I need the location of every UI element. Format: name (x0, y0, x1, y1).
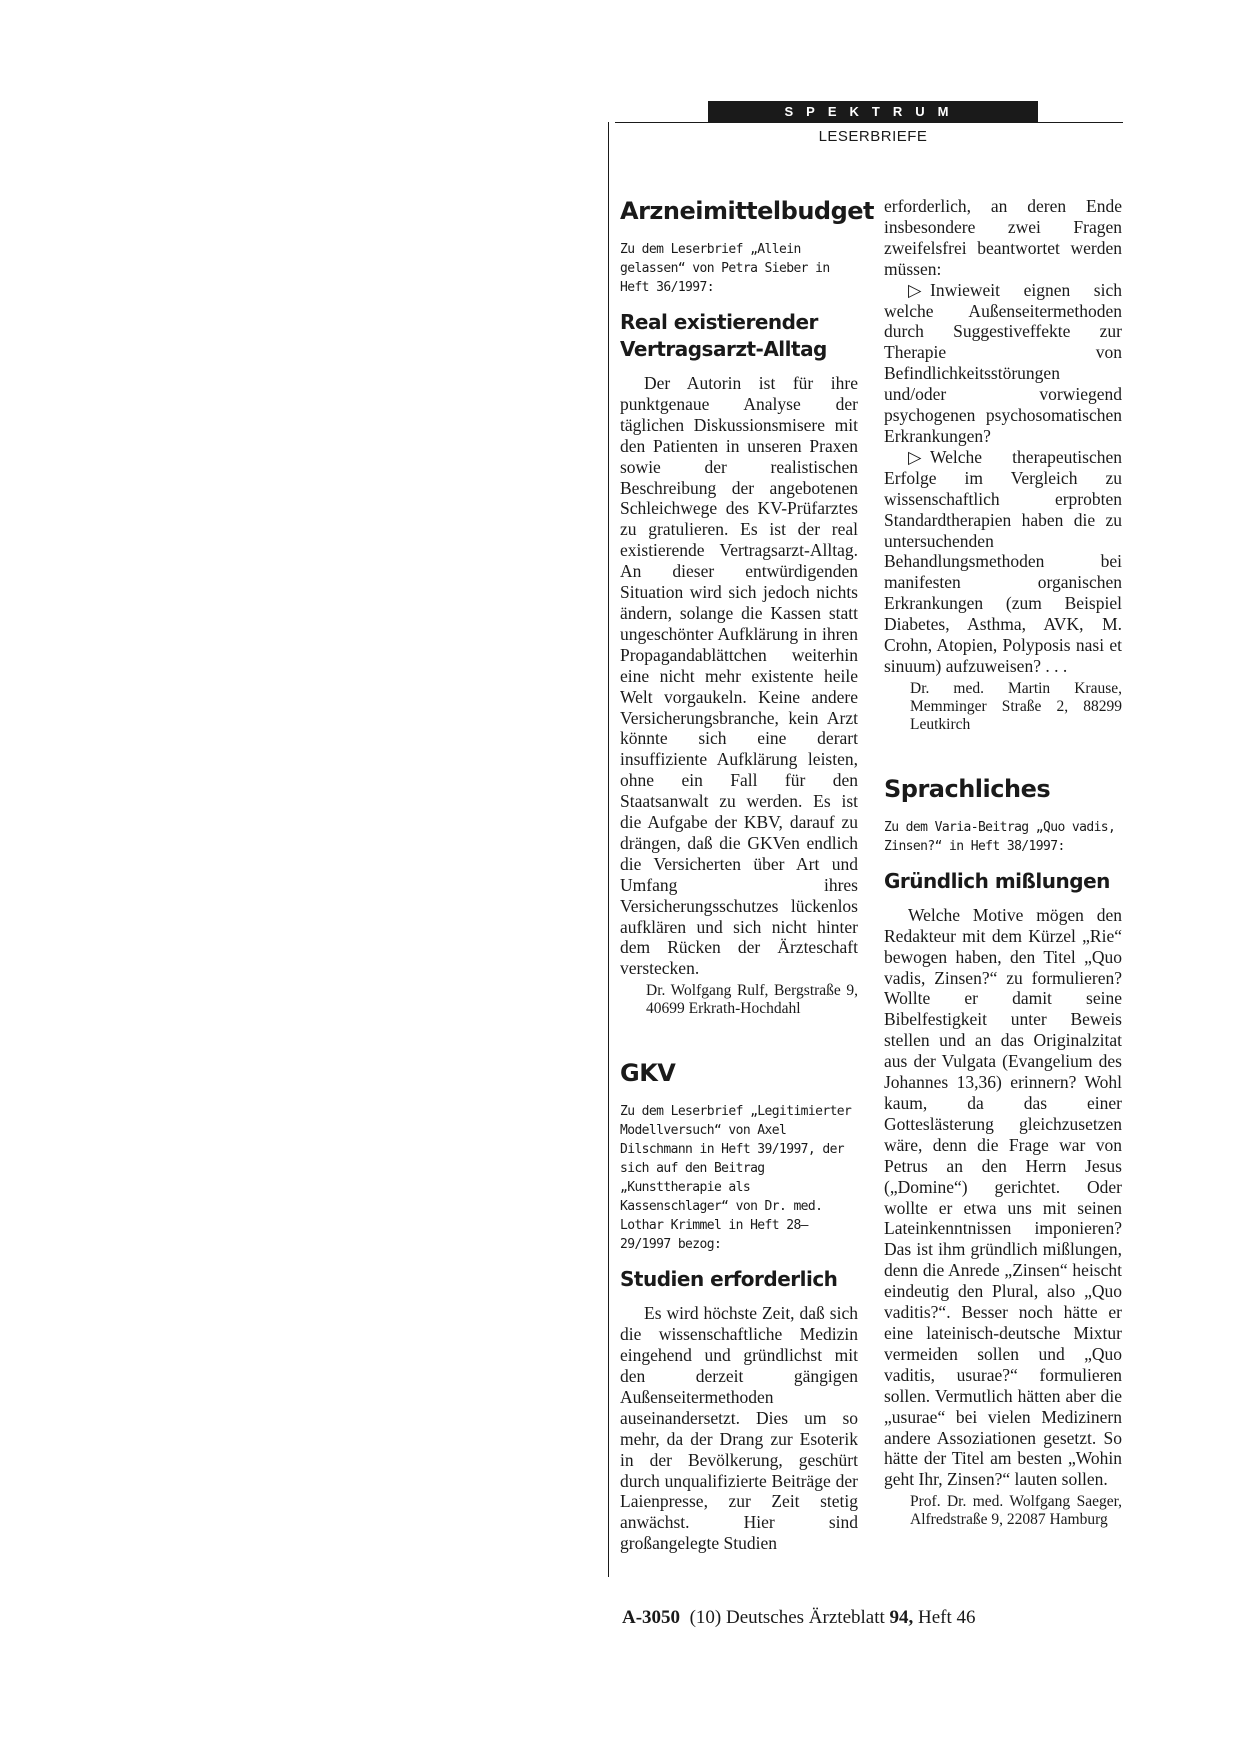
body-paragraph: Welche Motive mögen den Redakteur mit dem Kürzel „Rie“ bewogen haben, den Titel „Quo vadis, Zinsen?“ zu formulieren? Wollte er damit seine Bibelfestigkeit unter Beweis stellen und an das Originalzitat aus der Vulgata (Evangelium des Johannes 13,36) erinnern? Wohl kaum, da das einer Gotteslästerung gleichzusetzen wäre, denn die Frage war von Petrus an den Herrn Jesus („Domine“) gerichtet. Oder wollte er etwa uns mit seinen Lateinkenntnissen imponieren? Das ist ihm gründlich mißlungen, denn die Anrede „Zinsen“ heischt eindeutig den Plural, also „Quo vaditis?“. Besser noch hätte er eine lateinisch-deutsche Mixtur vermeiden sollen und „Quo vaditis, usurae?“ formulieren sollen. Vermutlich hätten aber die „usurae“ bei vielen Medizinern andere Assoziationen gesetzt. So hätte der Titel am besten „Wohin geht Ihr, Zinsen?“ lauten sollen. (884, 904, 1122, 1490)
letter-topic: GKV (620, 1059, 676, 1088)
header-rule (615, 122, 1123, 123)
letter-topic: Arzneimittelbudget (620, 197, 875, 225)
letter-reference: Zu dem Leserbrief „Legitimierter Modellversuch“ von Axel Dilschmann in Heft 39/1997, der sich auf den Beitrag „Kunsttherapie als Kassenschlager“ von Dr. med. Lothar Krimmel in Heft 28–29/1997 bezog: (620, 1104, 852, 1253)
letter-gap (620, 1018, 858, 1058)
letter-reference: Zu dem Varia-Beitrag „Quo vadis, Zinsen?“ in Heft 38/1997: (884, 819, 1116, 854)
letter-reference: Zu dem Leserbrief „Allein gelassen“ von Petra Sieber in Heft 36/1997: (620, 242, 830, 295)
letter-body (620, 373, 858, 979)
letter-gkv (620, 1058, 858, 1554)
letter-sprachliches (884, 774, 1122, 1529)
letter-arzneimittelbudget (620, 196, 875, 1018)
journal-issue: Heft 46 (918, 1607, 976, 1628)
body-paragraph: Der Autorin ist für ihre punktgenaue Analyse der täglichen Diskussionsmisere mit den Patienten in unseren Praxen sowie der realistischen Beschreibung der angebotenen Schleichwege des KV-Prüfarztes zu gratulieren. Es ist der real existierende Vertragsarzt-Alltag. An dieser entwürdigenden Situation wird sich jedoch nichts ändern, solange die Kassen statt ungeschönter Aufklärung in ihren Propagandablättchen weiterhin eine nicht mehr existente heile Welt vorgaukeln. Keine andere Versicherungsbranche, kein Arzt könnte sich eine derart insuffiziente Aufklärung leisten, ohne ein Fall für den Staatsanwalt zu werden. Es ist die Aufgabe der KBV, darauf zu drängen, daß die GKVen endlich die Versicherten über Art und Umfang ihres Versicherungsschutzes lückenlos aufklären und sich nicht hinter dem Rücken der Ärzteschaft verstecken. (620, 373, 858, 979)
section-subtitle: LESERBRIEFE (818, 128, 928, 145)
letter-body (620, 1303, 858, 1554)
bullet-text: Inwieweit eignen sich welche Außenseitermethoden durch Suggestiveffekte zur Therapie von Befindlichkeitsstörungen und/oder vorwiegend psychogenen psychosomatischen Erkrankungen? (884, 279, 1122, 446)
letter-signature: Prof. Dr. med. Wolfgang Saeger, Alfredstraße 9, 22087 Hamburg (910, 1493, 1122, 1529)
letter-headline: Studien erforderlich (620, 1267, 838, 1292)
letter-topic: Sprachliches (884, 774, 1051, 803)
letter-headline: Real existierender Vertragsarzt-Alltag (620, 310, 827, 361)
body-paragraph: erforderlich, an deren Ende insbesondere zwei Fragen zweifelsfrei beantwortet werden müssen: (884, 196, 1122, 279)
letter-body (884, 196, 1122, 677)
body-paragraph: Es wird höchste Zeit, daß sich die wissenschaftliche Medizin eingehend und gründlichst mit den derzeit gängigen Außenseitermethoden auseinandersetzt. Dies um so mehr, da der Drang zur Esoterik in der Bevölkerung, geschürt durch unqualifizierte Beiträge der Laienpresse, zur Zeit stetig anwächst. Hier sind großangelegte Studien (620, 1303, 858, 1554)
triangle-bullet-icon: ▷ (908, 279, 922, 300)
page-number: (10) (689, 1607, 722, 1628)
triangle-bullet-icon: ▷ (908, 446, 922, 467)
letter-gkv-continued (884, 196, 1122, 734)
page-code: A-3050 (622, 1607, 681, 1628)
left-column (620, 196, 875, 1554)
letter-signature: Dr. Wolfgang Rulf, Bergstraße 9, 40699 Erkrath-Hochdahl (646, 982, 858, 1018)
bullet-text: Welche therapeutischen Erfolge im Vergleich zu wissenschaftlich erprobten Standardtherapien haben die zu untersuchenden Behandlungsmethoden bei manifesten organischen Erkrankungen (zum Beispiel Diabetes, Asthma, AVK, M. Crohn, Atopien, Polyposis nasi et sinuum) aufzuweisen? . . . (884, 446, 1122, 676)
bullet-paragraph (884, 280, 1122, 447)
letter-signature: Dr. med. Martin Krause, Memminger Straße 2, 88299 Leutkirch (910, 679, 1122, 733)
letter-gap (884, 734, 1122, 774)
bullet-paragraph (884, 447, 1122, 677)
section-bar: SPEKTRUM (708, 101, 1038, 122)
page-footer (622, 1607, 976, 1629)
right-column (884, 196, 1122, 1529)
letter-body (884, 905, 1122, 1490)
journal-name: Deutsches Ärzteblatt (725, 1607, 885, 1628)
journal-volume: 94, (889, 1607, 914, 1628)
letter-headline: Gründlich mißlungen (884, 868, 1110, 893)
column-rule (608, 122, 609, 1577)
